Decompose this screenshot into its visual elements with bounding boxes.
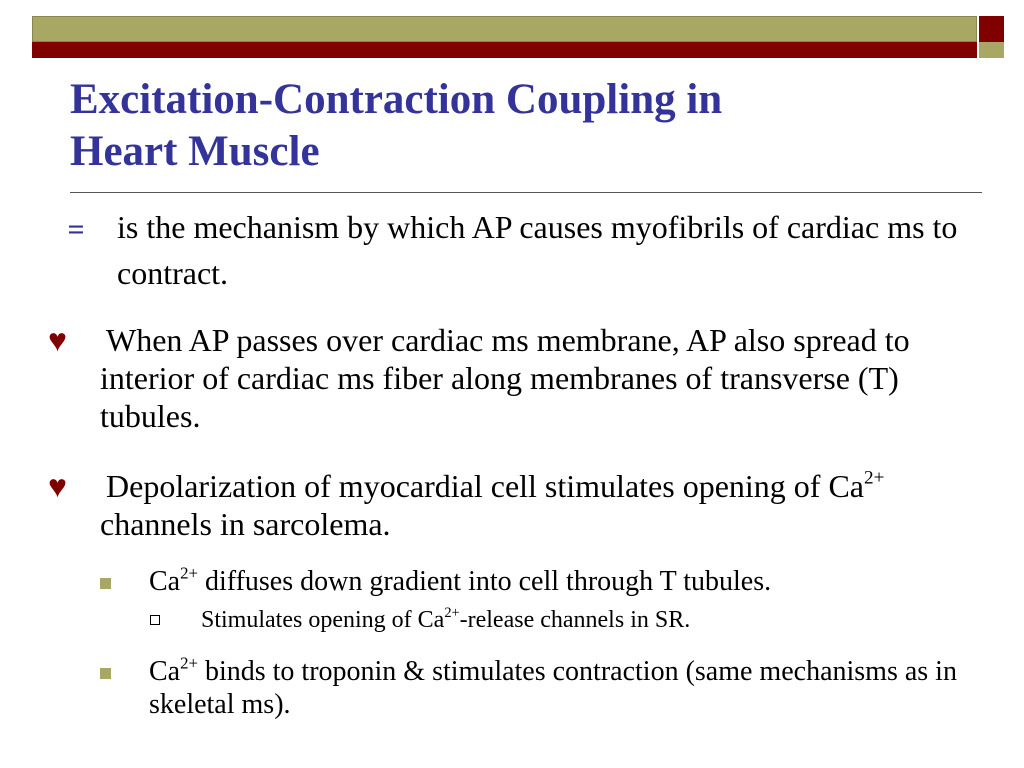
bullet-text-2-after: channels in sarcolema. [100, 506, 391, 542]
hollow-square-bullet-icon [150, 615, 160, 625]
sub-bullet-text-1 [149, 565, 980, 598]
bullet-text-2-sup: 2+ [863, 467, 885, 489]
sub-bullet-item-2 [100, 655, 980, 721]
header-olive-bar [32, 16, 977, 42]
sub-bullet-text-1-before: Ca [149, 566, 181, 597]
heart-bullet-icon: ♥ [48, 468, 67, 504]
bullet-item-1 [48, 321, 988, 435]
heart-bullet-icon: ♥ [48, 322, 67, 358]
sub-bullet-text-2-sup: 2+ [180, 653, 198, 673]
sub-bullet-text-2-before: Ca [149, 656, 181, 687]
bullet-text-2 [100, 467, 988, 543]
slide-title [70, 74, 970, 178]
title-divider [70, 192, 982, 193]
bullet-text-2-before: Depolarization of myocardial cell stimulates opening of Ca [106, 468, 864, 504]
sub-sub-bullet-item-1 [150, 605, 980, 635]
filled-square-bullet-icon [100, 578, 111, 589]
sub-bullet-text-2-after: binds to troponin & stimulates contraction (same mechanisms as in skeletal ms). [149, 656, 957, 720]
sub-sub-bullet-text-1 [201, 605, 980, 635]
bullet-text-1: When AP passes over cardiac ms membrane, AP also spread to interior of cardiac ms fiber along membranes of transverse (T) tubules. [100, 322, 910, 434]
header-olive-square [979, 42, 1004, 58]
sub-bullet-text-2 [149, 655, 980, 721]
sub-sub-bullet-text-1-sup: 2+ [444, 604, 460, 621]
definition-text: is the mechanism by which AP causes myofibrils of cardiac ms to contract. [117, 209, 958, 291]
bullet-item-2 [48, 467, 988, 543]
slide-title-line2: Heart Muscle [70, 128, 320, 175]
sub-bullet-text-1-sup: 2+ [180, 563, 198, 583]
sub-bullet-item-1 [100, 565, 980, 598]
sub-sub-bullet-text-1-before: Stimulates opening of Ca [201, 607, 445, 633]
header-maroon-bar [32, 42, 977, 58]
definition-marker: = [67, 213, 85, 246]
slide-title-line1: Excitation-Contraction Coupling in [70, 76, 723, 123]
filled-square-bullet-icon [100, 668, 111, 679]
sub-sub-bullet-text-1-after: -release channels in SR. [459, 607, 691, 633]
header-maroon-square [979, 16, 1004, 42]
sub-bullet-text-1-after: diffuses down gradient into cell through T tubules. [197, 566, 772, 597]
